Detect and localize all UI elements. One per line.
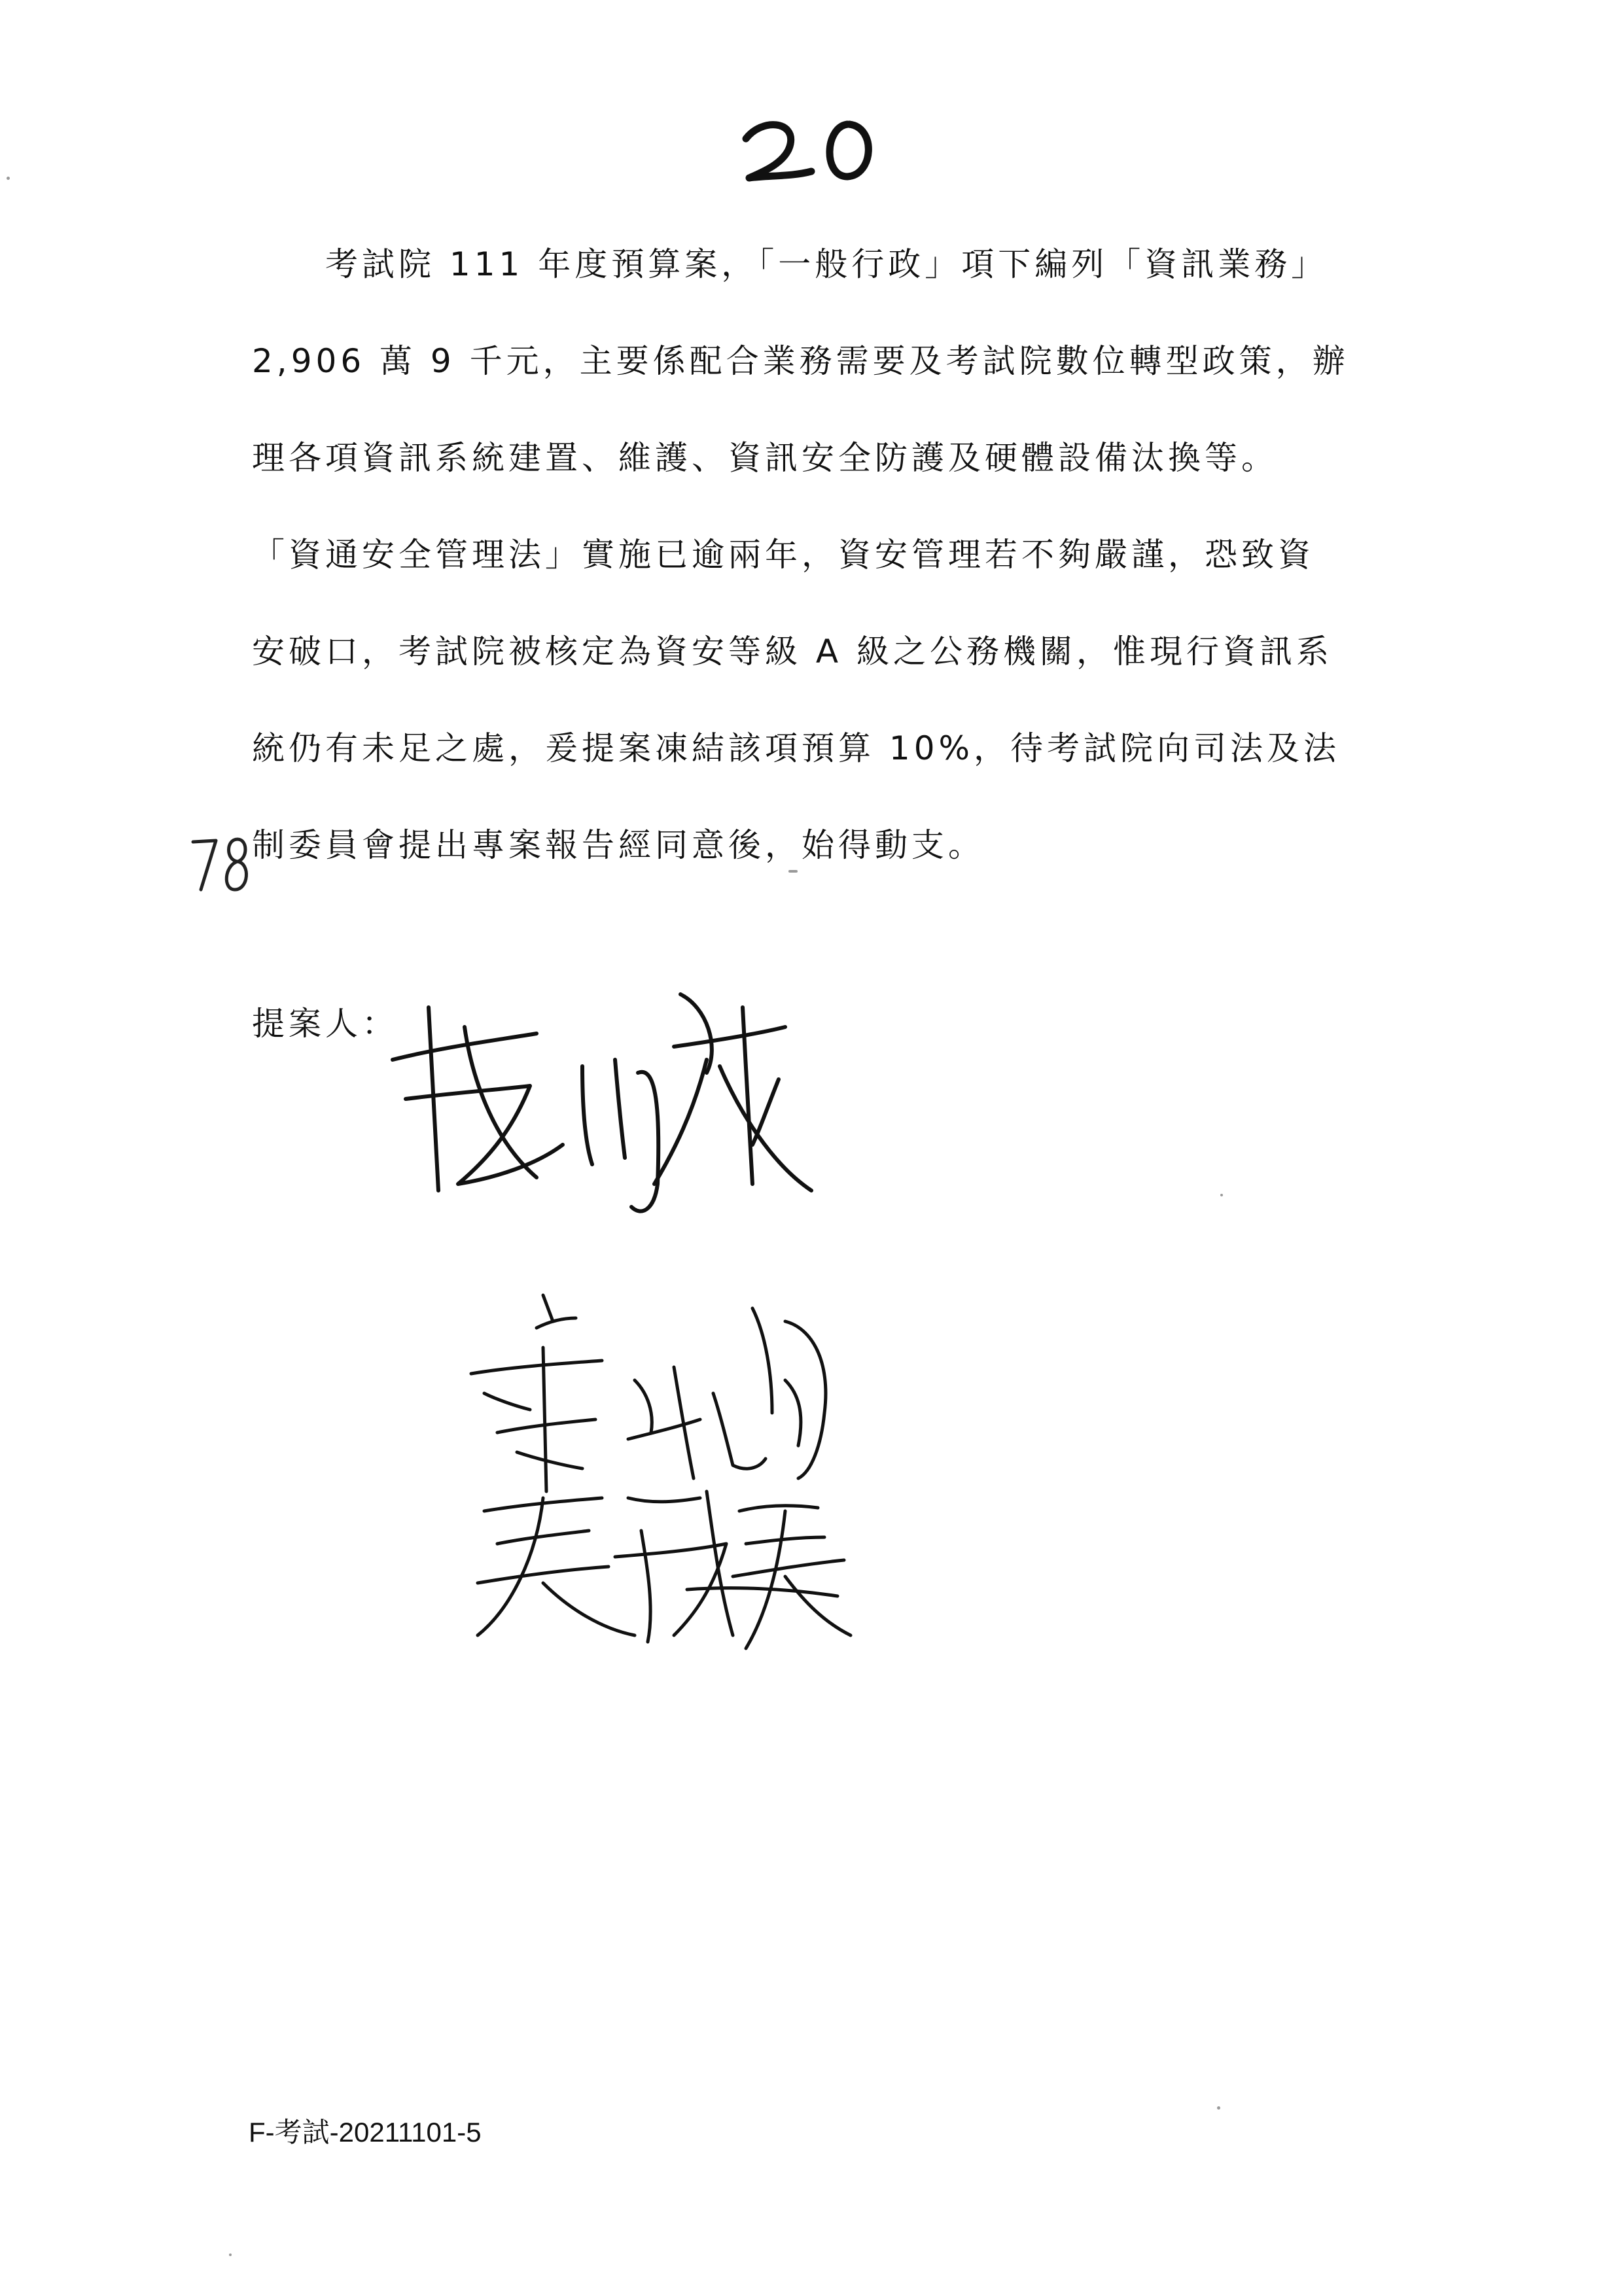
handwritten-margin-note [186,827,258,899]
handwritten-78-drawing [186,827,258,899]
handwritten-signature-1 [366,968,824,1243]
scan-speck [1217,2106,1220,2110]
paragraph-line-3: 理各項資訊系統建置、維護、資訊安全防護及硬體設備汰換等。 [252,439,1278,477]
signature-3-drawing [458,1472,864,1661]
proposer-label: 提案人： [252,1005,398,1043]
handwritten-signature-3 [458,1472,864,1661]
handwritten-page-number [733,98,890,203]
document-code: F-考試-20211101-5 [249,2117,482,2148]
paragraph-line-4: 「資通安全管理法」實施已逾兩年，資安管理若不夠嚴謹，恐致資 [252,536,1315,574]
handwritten-20-drawing [733,98,890,203]
proposal-body [252,216,1377,894]
paragraph-line-5: 安破口，考試院被核定為資安等級 A 級之公務機關，惟現行資訊系 [252,633,1333,670]
handwritten-signature-2 [458,1282,864,1505]
scan-speck [788,870,798,873]
paragraph-line-6: 統仍有未足之處，爰提案凍結該項預算 10%，待考試院向司法及法 [252,729,1341,767]
paragraph-line-1: 考試院 111 年度預算案，「一般行政」項下編列「資訊業務」 [325,245,1328,283]
signature-1-drawing [366,968,824,1243]
scan-speck [1220,1194,1223,1196]
paragraph-line-7: 制委員會提出專案報告經同意後，始得動支。 [252,826,985,864]
paragraph-line-2: 2,906 萬 9 千元，主要係配合業務需要及考試院數位轉型政策，辦 [252,342,1349,380]
scan-speck [7,177,10,180]
scan-speck [229,2253,232,2256]
signature-2-drawing [458,1282,864,1505]
